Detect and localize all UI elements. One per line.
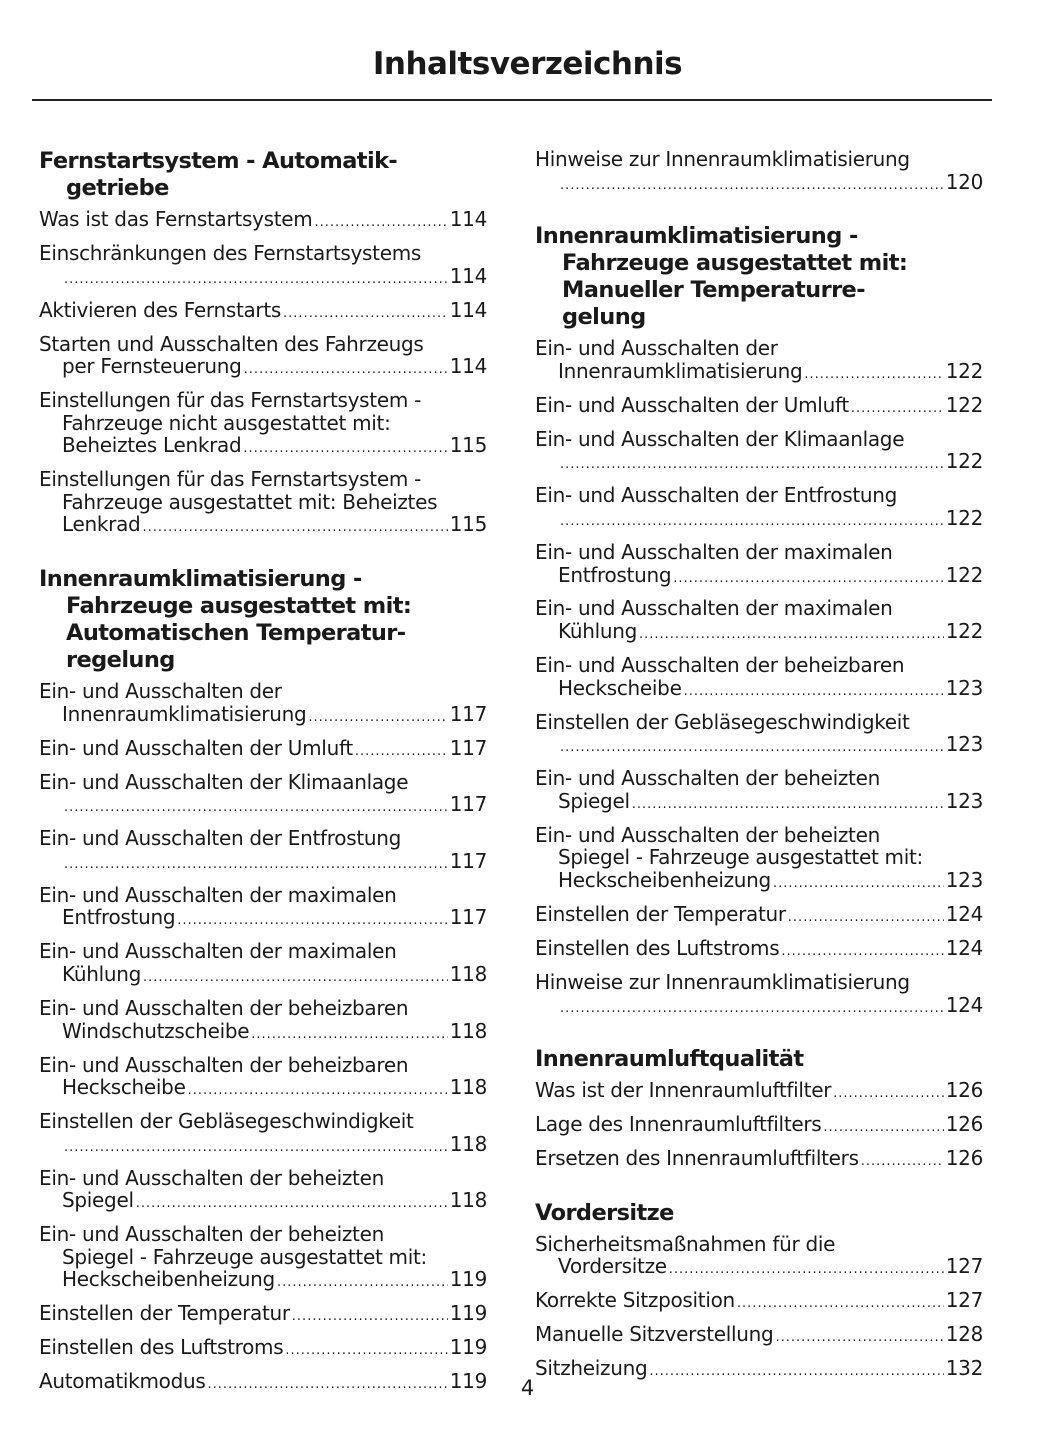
entry-text-line: Einstellungen für das Fernstartsystem - [39, 388, 421, 413]
toc-entry[interactable] [535, 1233, 983, 1282]
entry-text: Innenraumklimatisierung [558, 358, 803, 383]
section-heading [535, 223, 983, 331]
entry-last-line [39, 1268, 487, 1295]
toc-entry[interactable] [535, 903, 983, 930]
heading-line: Automatischen Temperatur- [66, 620, 406, 647]
heading-line: Innenraumklimatisierung - [535, 223, 858, 250]
entry-last-line [535, 507, 983, 534]
toc-entry[interactable] [535, 767, 983, 816]
heading-line: Vordersitze [535, 1199, 674, 1226]
toc-entry[interactable] [535, 428, 983, 477]
dot-leader [308, 707, 447, 730]
toc-entry[interactable] [535, 654, 983, 703]
entry-last-line [535, 620, 983, 647]
entry-last-line [39, 1302, 487, 1329]
section-heading [39, 566, 487, 674]
entry-text-line: Starten und Ausschalten des Fahrzeugs [39, 331, 424, 356]
dot-leader [64, 269, 448, 292]
entry-last-line [535, 903, 983, 930]
dot-leader [243, 438, 447, 461]
dot-leader [142, 517, 447, 540]
entry-page-number: 119 [449, 1267, 487, 1292]
page-number: 4 [520, 1376, 535, 1400]
toc-section [535, 148, 983, 197]
dot-leader [277, 1272, 448, 1295]
entry-text: Heckscheibenheizung [62, 1267, 275, 1292]
entry-page-number: 123 [945, 732, 983, 757]
entry-page-number: 119 [449, 1301, 487, 1326]
entry-text: Automatikmodus [39, 1369, 206, 1394]
entry-page-number: 126 [945, 1112, 983, 1137]
entry-text: Aktivieren des Fernstarts [39, 297, 282, 322]
entry-last-line [535, 1289, 983, 1316]
entry-page-number: 122 [945, 619, 983, 644]
entry-last-line [535, 360, 983, 387]
entry-page-number: 117 [449, 905, 487, 930]
entry-page-number: 123 [945, 867, 983, 892]
toc-entry[interactable] [535, 971, 983, 1020]
entry-last-line [535, 171, 983, 198]
title-divider [32, 99, 992, 101]
entry-text-line: Einstellungen für das Fernstartsystem - [39, 467, 421, 492]
toc-entry[interactable] [39, 771, 487, 820]
heading-line: Manueller Temperaturre- [562, 277, 865, 304]
entry-page-number: 127 [945, 1288, 983, 1313]
entry-text: Innenraumklimatisierung [62, 701, 307, 726]
entry-text-line: Ein- und Ausschalten der Klimaanlage [39, 769, 409, 794]
dot-leader [823, 1117, 943, 1140]
dot-leader [136, 1193, 448, 1216]
entry-page-number: 122 [945, 358, 983, 383]
entry-text: Beheiztes Lenkrad [62, 433, 242, 458]
toc-entry[interactable] [39, 737, 487, 764]
toc-entry[interactable] [535, 148, 983, 197]
entry-text-line: Ein- und Ausschalten der beheizten [535, 766, 880, 791]
heading-line: Innenraumluftqualität [535, 1046, 804, 1073]
dot-leader [560, 454, 944, 477]
toc-entry[interactable] [39, 1302, 487, 1329]
entry-text-line: Ein- und Ausschalten der beheizbaren [39, 995, 409, 1020]
toc-entry[interactable] [535, 1147, 983, 1174]
entry-last-line [535, 1147, 983, 1174]
entry-text-line: Ein- und Ausschalten der Entfrostung [39, 826, 402, 851]
entry-text: Spiegel [62, 1188, 134, 1213]
toc-entry[interactable] [39, 940, 487, 989]
entry-text: Spiegel [558, 788, 630, 813]
entry-last-line [39, 793, 487, 820]
toc-section [39, 566, 487, 1397]
entry-page-number: 114 [449, 263, 487, 288]
entry-last-line [535, 869, 983, 896]
entry-page-number: 126 [945, 1146, 983, 1171]
dot-leader [788, 907, 944, 930]
toc-section [535, 223, 983, 1020]
entry-page-number: 117 [449, 792, 487, 817]
entry-page-number: 117 [449, 735, 487, 760]
heading-line: Fahrzeuge ausgestattet mit: [562, 250, 908, 277]
page-title: Inhaltsverzeichnis [372, 46, 683, 82]
entry-page-number: 120 [945, 169, 983, 194]
toc-entry[interactable] [535, 394, 983, 421]
entry-page-number: 114 [449, 354, 487, 379]
entry-last-line [39, 1133, 487, 1160]
dot-leader [804, 364, 943, 387]
dot-leader [64, 1137, 448, 1160]
entry-text: Korrekte Sitzposition [535, 1288, 735, 1313]
dot-leader [244, 359, 448, 382]
entry-last-line [39, 299, 487, 326]
entry-text-line: Ein- und Ausschalten der beheizbaren [535, 653, 905, 678]
entry-page-number: 118 [449, 1075, 487, 1100]
entry-last-line [39, 208, 487, 235]
dot-leader [632, 794, 944, 817]
entry-text-line: Ein- und Ausschalten der [39, 679, 282, 704]
toc-entry[interactable] [535, 597, 983, 646]
toc-entry[interactable] [39, 389, 487, 461]
entry-page-number: 128 [945, 1322, 983, 1347]
toc-entry[interactable] [535, 484, 983, 533]
entry-text-line: Ein- und Ausschalten der maximalen [39, 882, 397, 907]
dot-leader [737, 1293, 944, 1316]
dot-leader [355, 741, 448, 764]
entry-last-line [535, 677, 983, 704]
entry-text: Manuelle Sitzverstellung [535, 1322, 774, 1347]
entry-text-line: Ein- und Ausschalten der maximalen [39, 939, 397, 964]
toc-entry[interactable] [39, 1223, 487, 1295]
toc-entry[interactable] [39, 1167, 487, 1216]
entry-text-line: Hinweise zur Innenraumklimatisierung [535, 969, 910, 994]
entry-text-line: Spiegel - Fahrzeuge ausgestattet mit: [62, 1244, 427, 1269]
entry-page-number: 118 [449, 961, 487, 986]
entry-page-number: 126 [945, 1078, 983, 1103]
entry-text: Heckscheibenheizung [558, 867, 771, 892]
dot-leader [673, 568, 943, 591]
entry-last-line [39, 1076, 487, 1103]
toc-entry[interactable] [535, 824, 983, 896]
toc-entry[interactable] [39, 1336, 487, 1363]
entry-page-number: 118 [449, 1131, 487, 1156]
entry-text-line: Einstellen der Gebläsegeschwindigkeit [535, 709, 910, 734]
entry-page-number: 122 [945, 505, 983, 530]
toc-entry[interactable] [39, 242, 487, 291]
entry-page-number: 117 [449, 701, 487, 726]
entry-last-line [39, 1336, 487, 1363]
entry-text-line: Hinweise zur Innenraumklimatisierung [535, 147, 910, 171]
entry-page-number: 117 [449, 848, 487, 873]
dot-leader [188, 1080, 448, 1103]
entry-text: Ersetzen des Innenraumluftfilters [535, 1146, 859, 1171]
entry-last-line [39, 906, 487, 933]
entry-text-line: Ein- und Ausschalten der beheizten [535, 822, 880, 847]
entry-text-line: Fahrzeuge nicht ausgestattet mit: [62, 410, 391, 435]
toc-entry[interactable] [39, 997, 487, 1046]
entry-page-number: 122 [945, 392, 983, 417]
entry-last-line [39, 963, 487, 990]
entry-text: per Fernsteuerung [62, 354, 242, 379]
entry-text: Lenkrad [62, 512, 141, 537]
entry-text: Was ist das Fernstartsystem [39, 207, 313, 231]
dot-leader [177, 910, 447, 933]
entry-text-line: Ein- und Ausschalten der Entfrostung [535, 483, 898, 508]
entry-page-number: 127 [945, 1254, 983, 1279]
toc-entry[interactable] [39, 884, 487, 933]
heading-line: gelung [562, 304, 646, 331]
toc-section [535, 1046, 983, 1174]
heading-line: Fernstartsystem - Automatik- [39, 148, 398, 174]
entry-page-number: 122 [945, 449, 983, 474]
entry-page-number: 123 [945, 788, 983, 813]
dot-leader [833, 1083, 944, 1106]
toc-entry[interactable] [39, 680, 487, 729]
entry-text: Entfrostung [558, 562, 672, 587]
dot-leader [285, 1340, 447, 1363]
entry-last-line [39, 1189, 487, 1216]
toc-entry[interactable] [39, 299, 487, 326]
entry-last-line [535, 1255, 983, 1282]
heading-line: Innenraumklimatisierung - [39, 566, 362, 593]
toc-entry[interactable] [535, 337, 983, 386]
entry-text: Heckscheibe [62, 1075, 186, 1100]
dot-leader [775, 1327, 943, 1350]
heading-line: Fahrzeuge ausgestattet mit: [66, 593, 412, 620]
dot-leader [781, 941, 943, 964]
entry-text-line: Ein- und Ausschalten der beheizten [39, 1222, 384, 1247]
entry-last-line [535, 394, 983, 421]
toc-entry[interactable] [535, 1323, 983, 1350]
toc-column-right [535, 148, 983, 1410]
dot-leader [639, 624, 944, 647]
entry-last-line [535, 937, 983, 964]
entry-text-line: Ein- und Ausschalten der maximalen [535, 539, 893, 564]
entry-text: Heckscheibe [558, 675, 682, 700]
entry-last-line [39, 355, 487, 382]
entry-last-line [39, 265, 487, 292]
toc-entry[interactable] [39, 827, 487, 876]
entry-page-number: 122 [945, 562, 983, 587]
toc-entry[interactable] [535, 541, 983, 590]
section-heading [535, 1046, 983, 1073]
toc-entry[interactable] [39, 468, 487, 540]
entry-last-line [535, 733, 983, 760]
entry-text: Was ist der Innenraumluftfilter [535, 1078, 832, 1103]
toc-entry[interactable] [535, 1289, 983, 1316]
entry-text: Ein- und Ausschalten der Umluft [39, 735, 353, 760]
toc-entry[interactable] [535, 1079, 983, 1106]
toc-entry[interactable] [39, 208, 487, 235]
entry-page-number: 132 [945, 1356, 983, 1381]
toc-entry[interactable] [39, 1110, 487, 1159]
dot-leader [64, 854, 448, 877]
toc-section [535, 1200, 983, 1384]
entry-last-line [535, 1113, 983, 1140]
entry-text: Sitzheizung [535, 1356, 648, 1381]
entry-last-line [535, 790, 983, 817]
entry-last-line [39, 850, 487, 877]
heading-line: regelung [66, 647, 175, 674]
entry-last-line [39, 737, 487, 764]
entry-text: Lage des Innenraumluftfilters [535, 1112, 822, 1137]
dot-leader [283, 303, 448, 326]
entry-last-line [535, 1323, 983, 1350]
toc-entry[interactable] [535, 937, 983, 964]
entry-page-number: 124 [945, 992, 983, 1017]
entry-text-line: Ein- und Ausschalten der beheizten [39, 1165, 384, 1190]
entry-text-line: Ein- und Ausschalten der [535, 336, 778, 361]
dot-leader [560, 998, 944, 1021]
entry-page-number: 119 [449, 1335, 487, 1360]
entry-page-number: 114 [449, 207, 487, 231]
entry-last-line [535, 994, 983, 1021]
entry-page-number: 115 [449, 512, 487, 537]
entry-page-number: 119 [449, 1369, 487, 1394]
entry-text: Ein- und Ausschalten der Umluft [535, 392, 849, 417]
dot-leader [669, 1259, 944, 1282]
entry-text: Kühlung [558, 619, 637, 644]
entry-page-number: 123 [945, 675, 983, 700]
entry-page-number: 124 [945, 935, 983, 960]
dot-leader [314, 212, 447, 235]
entry-text-line: Einstellen der Gebläsegeschwindigkeit [39, 1109, 414, 1134]
dot-leader [851, 398, 944, 421]
toc-entry[interactable] [39, 1054, 487, 1103]
entry-last-line [535, 564, 983, 591]
dot-leader [560, 175, 944, 198]
dot-leader [773, 873, 944, 896]
entry-text: Entfrostung [62, 905, 176, 930]
section-heading [535, 1200, 983, 1227]
entry-text-line: Ein- und Ausschalten der beheizbaren [39, 1052, 409, 1077]
entry-text: Kühlung [62, 961, 141, 986]
entry-last-line [39, 703, 487, 730]
entry-text-line: Fahrzeuge ausgestattet mit: Beheiztes [62, 489, 438, 514]
heading-line: getriebe [66, 175, 169, 201]
entry-page-number: 115 [449, 433, 487, 458]
entry-page-number: 118 [449, 1018, 487, 1043]
entry-text-line: Einschränkungen des Fernstartsystems [39, 240, 422, 265]
toc-entry[interactable] [535, 711, 983, 760]
dot-leader [560, 737, 944, 760]
entry-text-line: Sicherheitsmaßnahmen für die [535, 1231, 836, 1256]
toc-entry[interactable] [535, 1113, 983, 1140]
entry-text: Vordersitze [558, 1254, 667, 1279]
entry-page-number: 118 [449, 1188, 487, 1213]
dot-leader [64, 797, 448, 820]
entry-text: Einstellen der Temperatur [535, 901, 786, 926]
toc-entry[interactable] [39, 333, 487, 382]
dot-leader [143, 967, 448, 990]
section-heading [39, 148, 487, 202]
dot-leader [861, 1151, 944, 1174]
entry-page-number: 124 [945, 901, 983, 926]
dot-leader [292, 1306, 448, 1329]
entry-last-line [39, 513, 487, 540]
entry-page-number: 114 [449, 297, 487, 322]
entry-text: Einstellen des Luftstroms [39, 1335, 284, 1360]
dot-leader [560, 511, 944, 534]
entry-last-line [39, 434, 487, 461]
entry-last-line [535, 1079, 983, 1106]
toc-section [39, 148, 487, 540]
dot-leader [251, 1024, 447, 1047]
dot-leader [684, 681, 944, 704]
entry-last-line [535, 450, 983, 477]
entry-text: Einstellen der Temperatur [39, 1301, 290, 1326]
entry-text-line: Ein- und Ausschalten der Klimaanlage [535, 426, 905, 451]
entry-text: Einstellen des Luftstroms [535, 935, 780, 960]
entry-last-line [39, 1020, 487, 1047]
toc-column-left [39, 148, 487, 1423]
entry-text: Windschutzscheibe [62, 1018, 250, 1043]
entry-text-line: Ein- und Ausschalten der maximalen [535, 596, 893, 621]
entry-text-line: Spiegel - Fahrzeuge ausgestattet mit: [558, 845, 923, 870]
